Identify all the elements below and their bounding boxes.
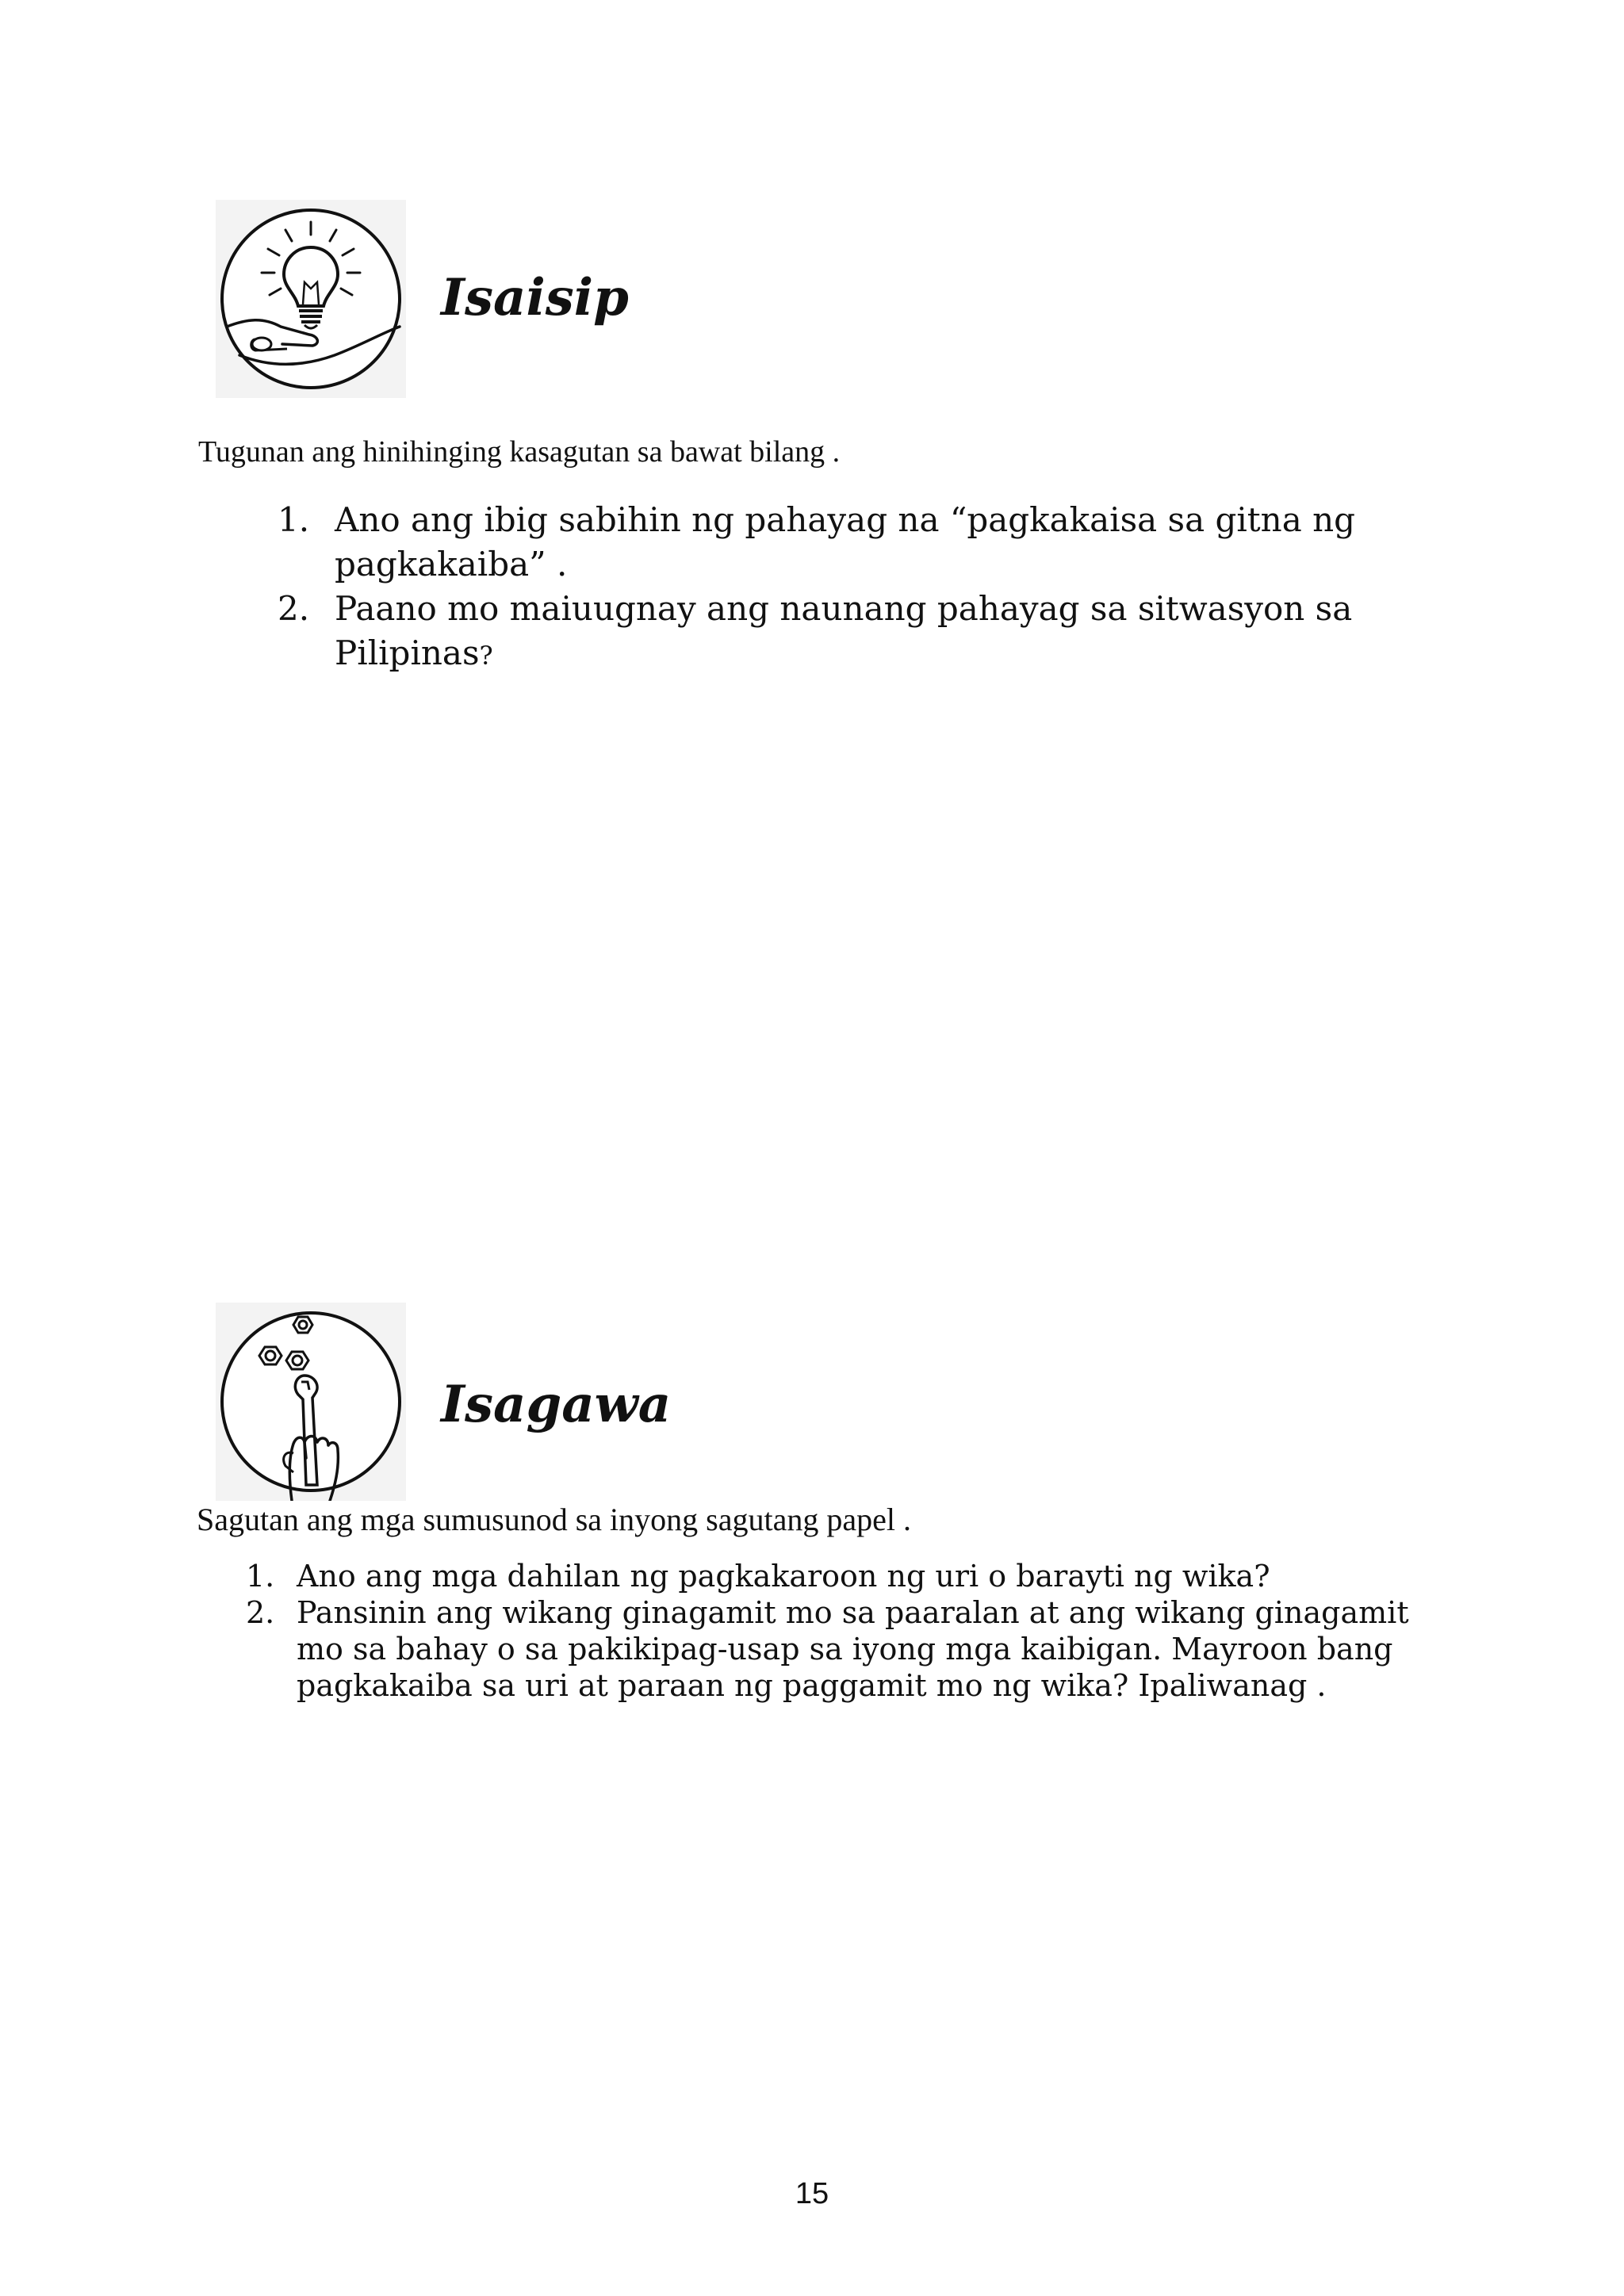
- question-text: Pansinin ang wikang ginagamit mo sa paaralan at ang wikang ginagamit mo sa bahay o sa pakikipag-usap sa iyong mga kaibigan. Mayroon bang pagkakaiba sa uri at paraan ng paggamit mo ng wika? Ipaliwanag .: [297, 1595, 1409, 1703]
- wrench-hand-icon: [216, 1303, 406, 1501]
- question-mark: ?: [479, 641, 493, 671]
- list-item: [278, 498, 1372, 587]
- question-text: Ano ang mga dahilan ng pagkakaroon ng uri o barayti ng wika?: [297, 1559, 1270, 1594]
- question-text: Paano mo maiuugnay ang naunang pahayag sa sitwasyon sa Pilipinas?: [335, 589, 1353, 672]
- section-title: Isaisip: [441, 268, 629, 327]
- question-list: [278, 498, 1372, 678]
- instruction-text: Sagutan ang mga sumusunod sa inyong sagutang papel .: [197, 1502, 911, 1537]
- question-text: Ano ang ibig sabihin ng pahayag na “pagkakaisa sa gitna ng pagkakaiba” .: [335, 500, 1356, 584]
- item-number: 1.: [278, 500, 310, 539]
- instruction-text: Tugunan ang hinihinging kasagutan sa bawat bilang .: [198, 435, 841, 469]
- list-item: [278, 587, 1372, 678]
- question-list: [246, 1558, 1451, 1704]
- item-number: 2.: [246, 1595, 275, 1630]
- list-item: [246, 1594, 1451, 1704]
- item-number: 2.: [278, 589, 310, 628]
- section-title: Isagawa: [441, 1375, 672, 1434]
- item-number: 1.: [246, 1559, 275, 1594]
- page-number: 15: [795, 2177, 829, 2210]
- list-item: [246, 1558, 1451, 1594]
- lightbulb-hand-icon: [216, 200, 406, 398]
